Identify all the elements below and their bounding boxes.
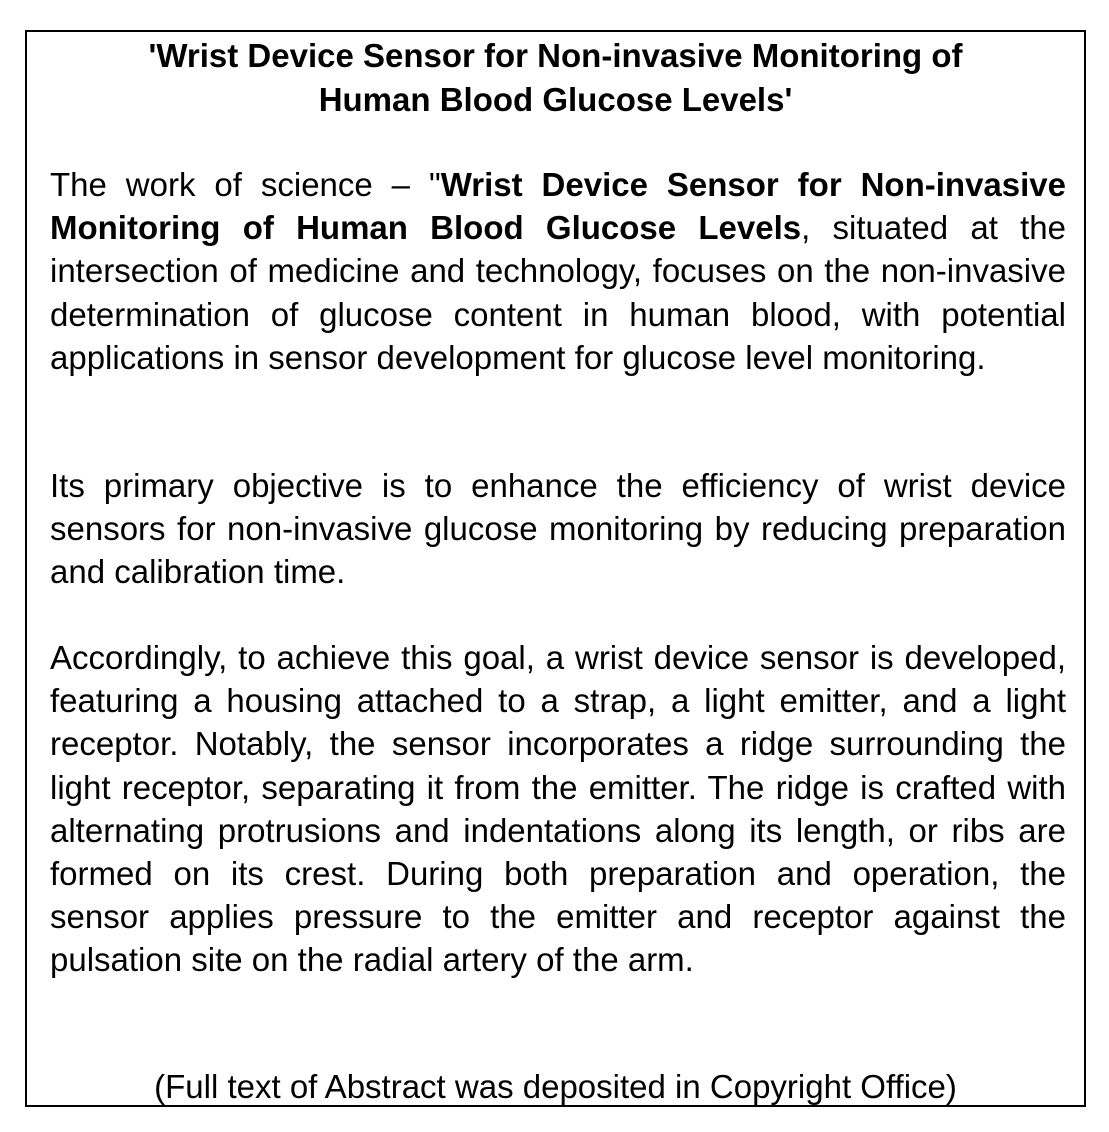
paragraph-intro-prefix: The work of science – " [50,166,441,203]
paragraph-objective: Its primary objective is to enhance the efficiency of wrist device sensors for non-invasive glucose monitoring by reducing preparation and calibration time. [50,467,1066,591]
abstract-frame [25,30,1086,1107]
paragraph-description: Accordingly, to achieve this goal, a wrist device sensor is developed, featuring a housing attached to a strap, a light emitter, and a light receptor. Notably, the sensor incorporates a ridge surrounding the light receptor, separating it from the emitter. The ridge is crafted with alternating protrusions and indentations along its length, or ribs are formed on its crest. During both preparation and operation, the sensor applies pressure to the emitter and receptor against the pulsation site on the radial artery of the arm. [50,639,1066,979]
title-line-2: Human Blood Glucose Levels' [318,81,793,118]
document-title [27,34,1084,122]
footer-note: (Full text of Abstract was deposited in Copyright Office) [154,1068,957,1105]
title-line-1: 'Wrist Device Sensor for Non-invasive Monitoring of [148,37,963,74]
paragraph-intro-suffix: , situated at the intersection of medicine and technology, focuses on the non-invasive determination of glucose content in human blood, with potential applications in sensor development for glucose level monitoring. [50,209,1066,376]
paragraph-intro-bold-title: Wrist Device Sensor for Non-invasive Monitoring of Human Blood Glucose Levels [50,166,1066,247]
paragraph-intro [50,163,1066,379]
